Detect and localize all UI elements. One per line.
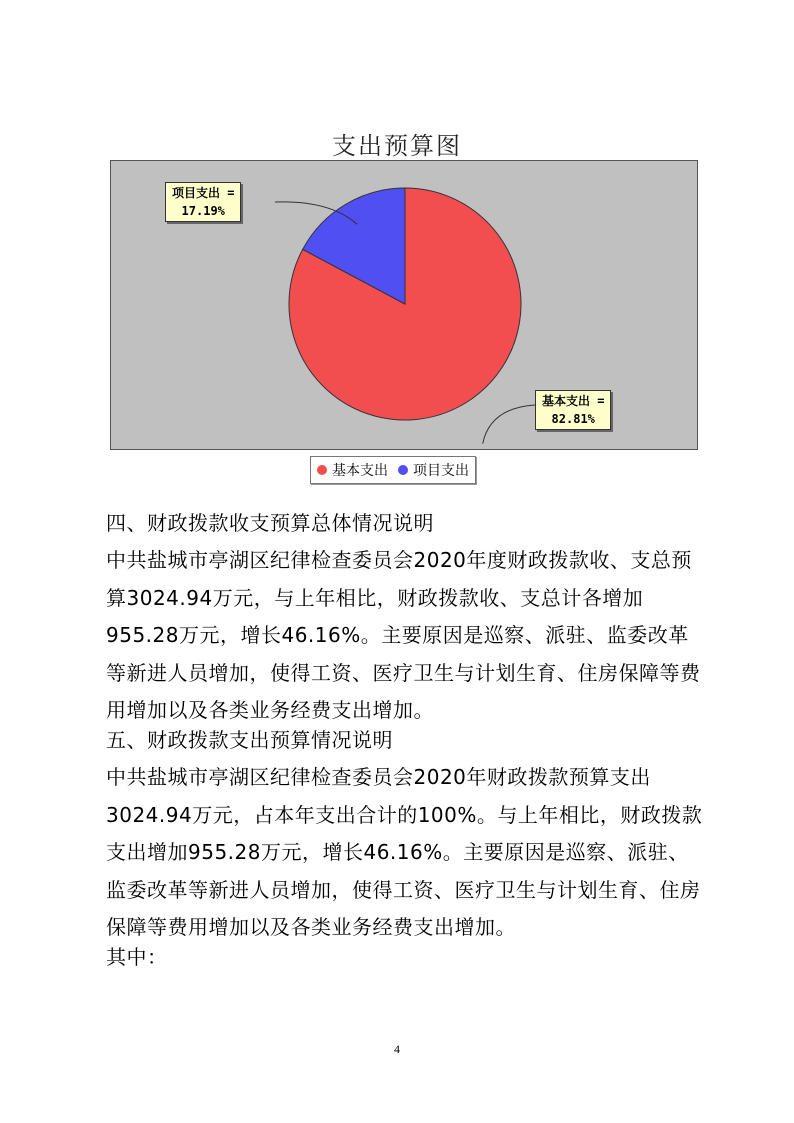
callout-leader-basic — [483, 405, 535, 444]
paragraph-expenditure: 中共盐城市亭湖区纪律检查委员会2020年财政拨款预算支出3024.94万元，占本年支出合计的100%。与上年相比，财政拨款支出增加955.28万元，增长46.16%。主要原因是巡察、派驻、监委改革等新进人员增加，使得工资、医疗卫生与计划生育、住房保障等费用增加以及各类业务经费支出增加。 — [106, 765, 703, 940]
callout-basic-value: 82.81% — [551, 412, 595, 426]
paragraph-budget-overview: 中共盐城市亭湖区纪律检查委员会2020年度财政拨款收、支总预算3024.94万元，与上年相比，财政拨款收、支总计各增加955.28万元，增长46.16%。主要原因是巡察、派驻、监委改革等新进人员增加，使得工资、医疗卫生与计划生育、住房保障等费用增加以及各类业务经费支出增加。 — [106, 548, 701, 723]
legend-item-basic — [317, 460, 388, 480]
callout-basic — [535, 390, 611, 430]
legend-basic-marker — [317, 465, 327, 475]
chart-legend — [310, 456, 476, 484]
legend-project-label: 项目支出 — [413, 463, 469, 479]
chart-title: 支出预算图 — [332, 132, 462, 160]
callout-project-value: 17.19% — [181, 204, 225, 218]
legend-item-project — [398, 460, 469, 480]
section-heading-5: 五、财政拨款支出预算情况说明 — [106, 728, 393, 752]
section-heading-4: 四、财政拨款收支预算总体情况说明 — [106, 511, 434, 535]
callout-project — [165, 182, 241, 222]
callout-basic-label: 基本支出 = — [542, 394, 605, 408]
legend-project-marker — [398, 465, 408, 475]
paragraph-among-which: 其中： — [106, 945, 168, 969]
page-number: 4 — [394, 1042, 400, 1056]
callout-project-label: 项目支出 = — [172, 186, 235, 200]
legend-basic-label: 基本支出 — [332, 463, 388, 479]
